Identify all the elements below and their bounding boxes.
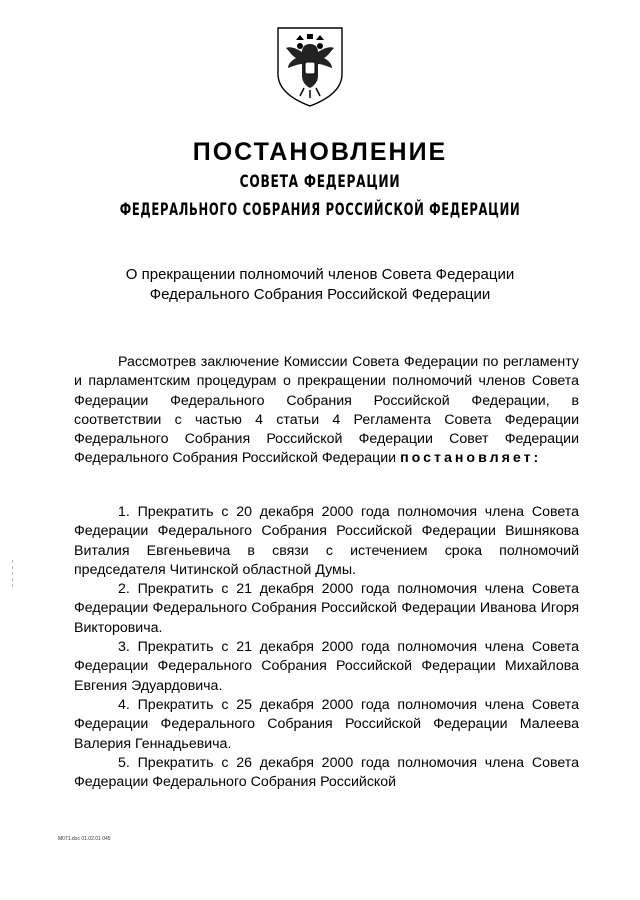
decree-item: 5. Прекратить с 26 декабря 2000 года полномочия члена Совета Федерации Федерального Собрания Российской bbox=[74, 754, 579, 791]
margin-mark bbox=[12, 560, 13, 563]
margin-mark bbox=[12, 578, 13, 581]
file-reference-footer: M071.doc 01.02.01 045 bbox=[58, 836, 111, 842]
subject-heading-line-2: Федерального Собрания Российской Федерации bbox=[149, 286, 491, 303]
decree-items bbox=[74, 503, 579, 792]
double-headed-eagle-icon bbox=[274, 24, 346, 108]
margin-mark bbox=[12, 572, 13, 575]
margin-mark bbox=[12, 584, 13, 587]
decree-word: постановляет: bbox=[400, 450, 542, 467]
preamble-text: Рассмотрев заключение Комиссии Совета Федерации по регламенту и парламентским процедурам о прекращении полномочий членов Совета Федерации Федерального Собрания Российской Федерации, в соответствии с частью 4 статьи 4 Регламента Совета Федерации Федерального Собрания Российской Федерации Совет Федерации Федерального Собрания Российской Федерации bbox=[74, 354, 579, 467]
decree-item: 1. Прекратить с 20 декабря 2000 года полномочия члена Совета Федерации Федерального Собрания Российской Федерации Вишнякова Виталия Евгеньевича в связи с истечением срока полномочий председателя Читинской областной Думы. bbox=[74, 504, 579, 578]
decree-item: 3. Прекратить с 21 декабря 2000 года полномочия члена Совета Федерации Федерального Собрания Российской Федерации Михайлова Евгения Эдуардовича. bbox=[74, 639, 579, 694]
decree-item: 4. Прекратить с 25 декабря 2000 года полномочия члена Совета Федерации Федерального Собрания Российской Федерации Малеева Валерия Геннадьевича. bbox=[74, 696, 579, 752]
document-title: ПОСТАНОВЛЕНИЕ bbox=[192, 138, 448, 166]
issuer-line-2: ФЕДЕРАЛЬНОГО СОБРАНИЯ РОССИЙСКОЙ ФЕДЕРАЦИИ bbox=[119, 200, 521, 220]
coat-of-arms-emblem bbox=[274, 24, 346, 108]
decree-item: 2. Прекратить с 21 декабря 2000 года полномочия члена Совета Федерации Федерального Собрания Российской Федерации Иванова Игоря Викторовича. bbox=[74, 581, 579, 636]
issuer-line-1: СОВЕТА ФЕДЕРАЦИИ bbox=[239, 172, 401, 192]
subject-heading-line-1: О прекращении полномочий членов Совета Федерации bbox=[125, 266, 515, 283]
preamble-paragraph bbox=[74, 353, 579, 469]
margin-mark bbox=[12, 566, 13, 569]
